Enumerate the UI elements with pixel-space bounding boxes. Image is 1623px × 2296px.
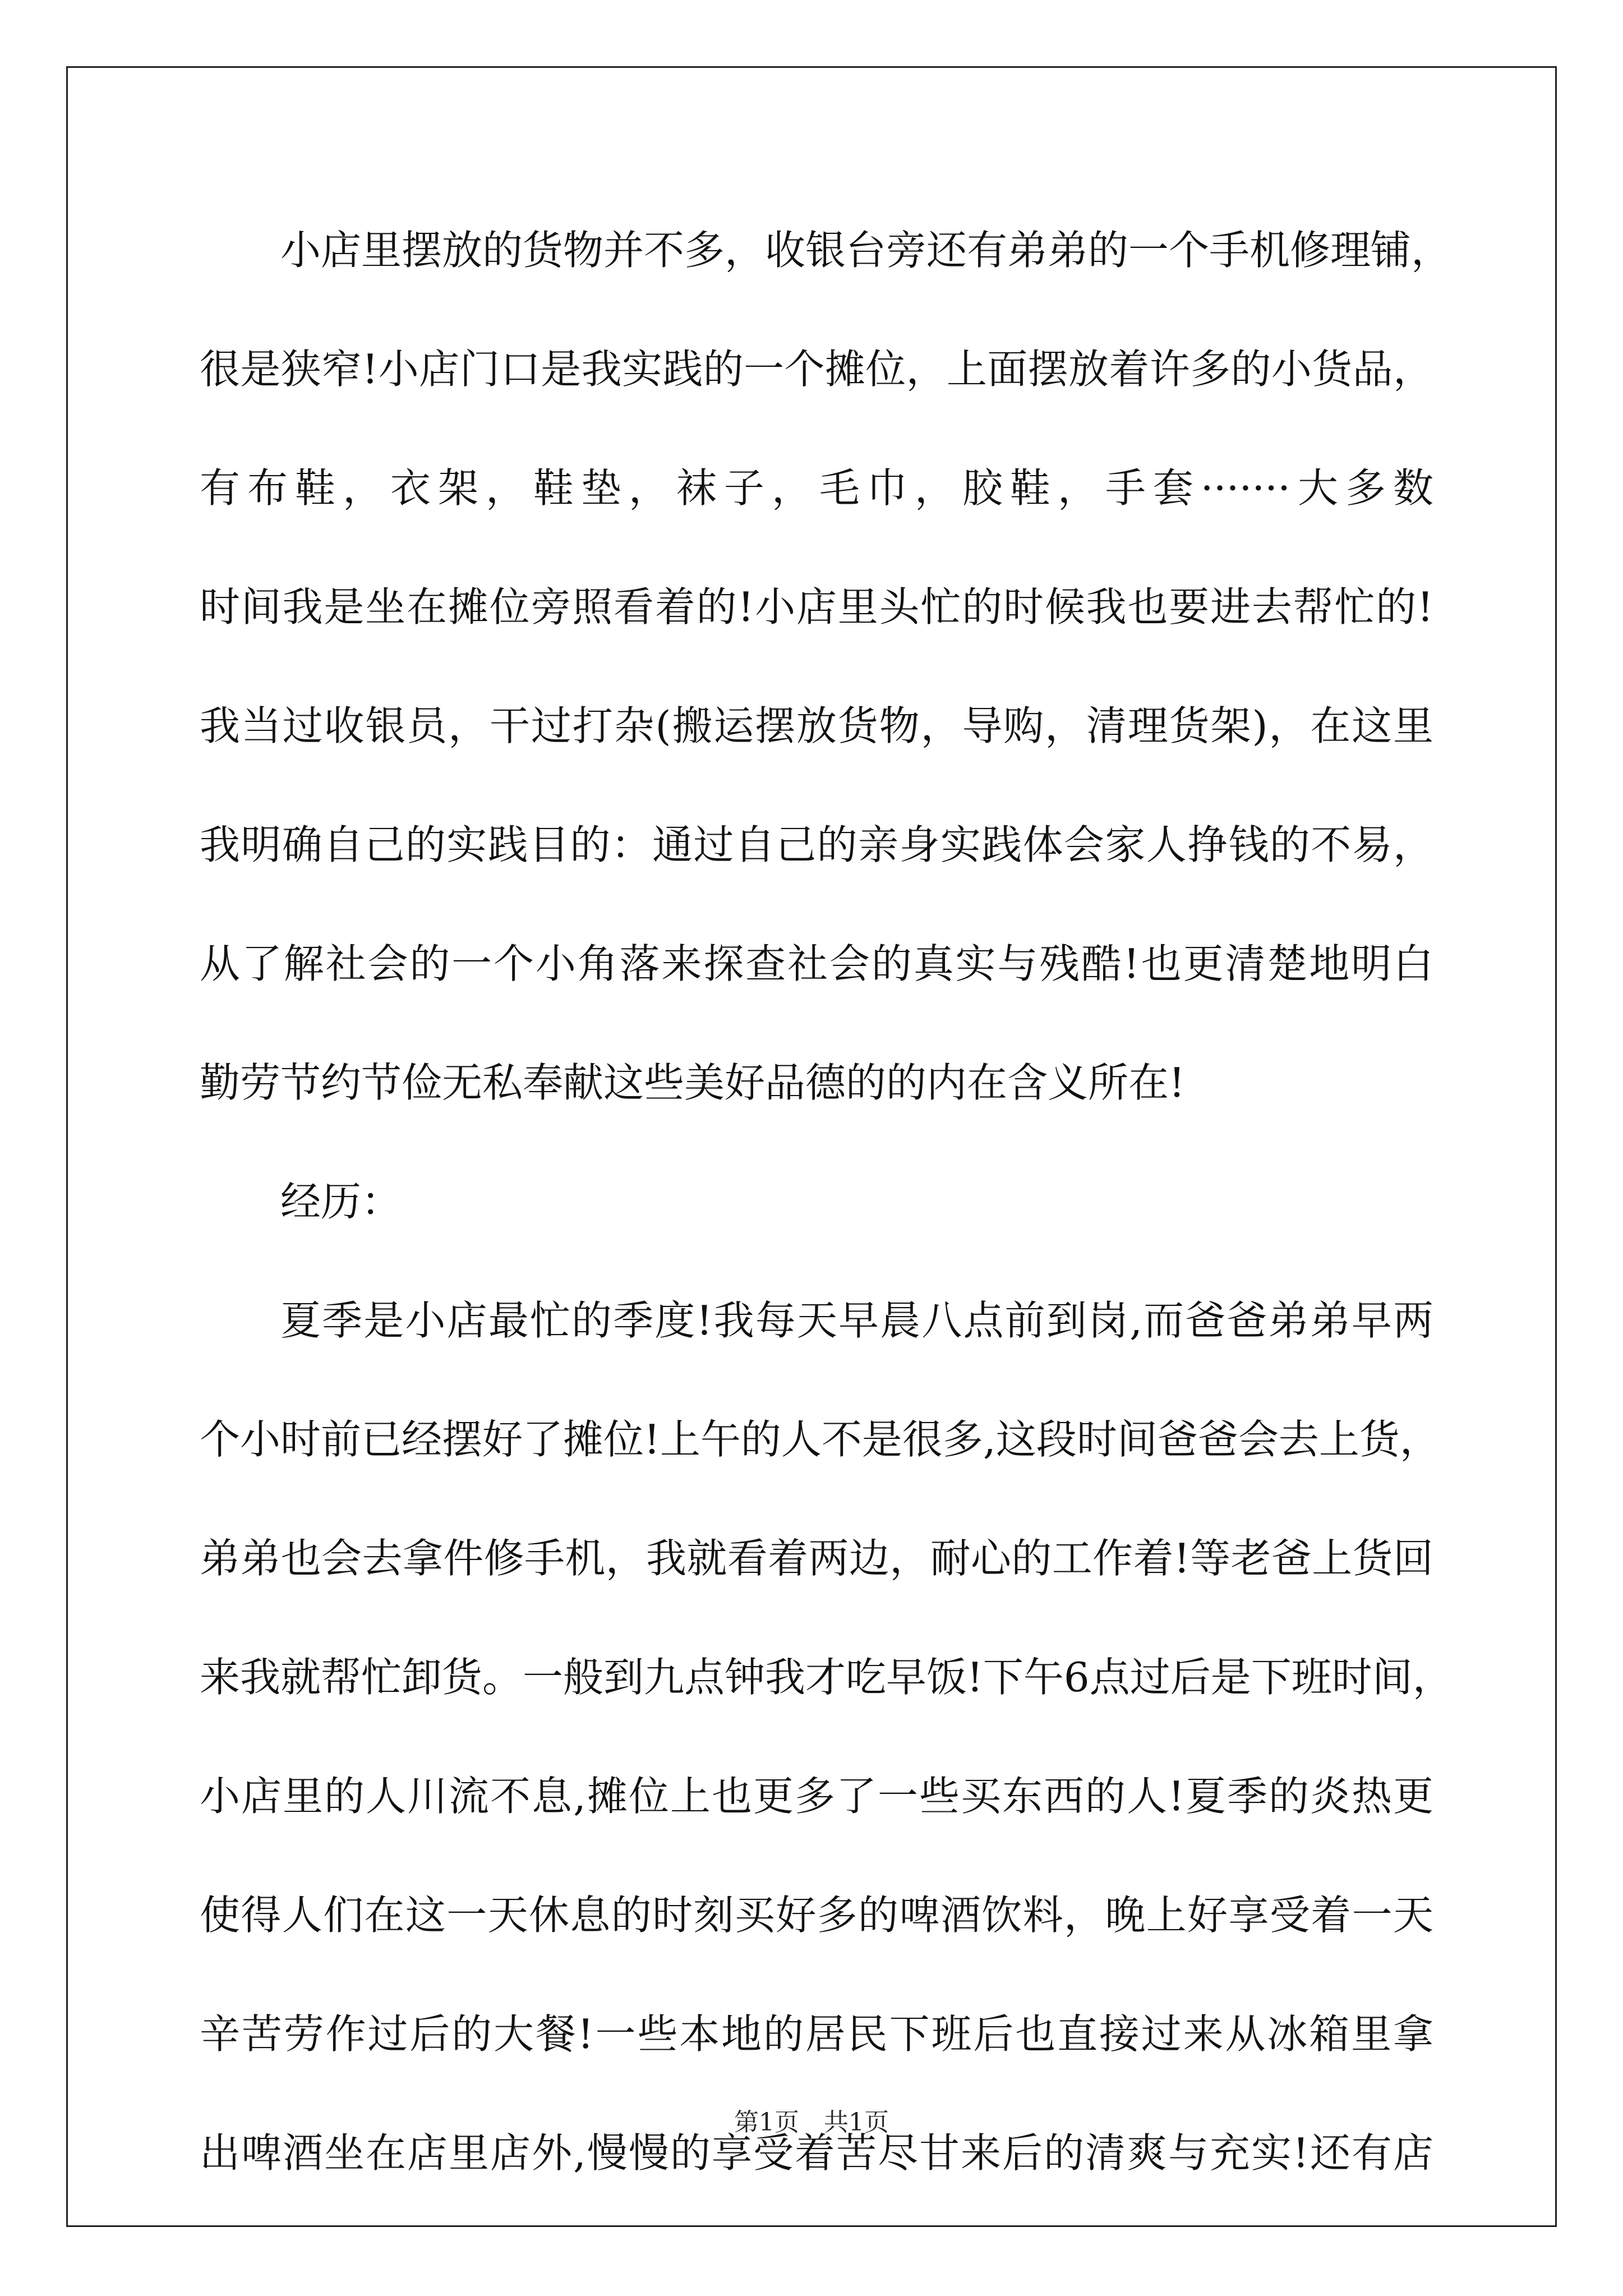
- section-heading: 经历：: [280, 1178, 402, 1225]
- text-line: 个小时前已经摆好了摊位!上午的人不是很多,这段时间爸爸会去上货，: [200, 1416, 1440, 1463]
- text-line: 小店里摆放的货物并不多，收银台旁还有弟弟的一个手机修理铺，: [280, 227, 1452, 274]
- text-line: 很是狭窄!小店门口是我实践的一个摊位，上面摆放着许多的小货品，: [200, 346, 1433, 393]
- text-line: 夏季是小店最忙的季度!我每天早晨八点前到岗,而爸爸弟弟早两: [280, 1297, 1433, 1344]
- text-line: 勤劳节约节俭无私奉献这些美好品德的的内在含义所在!: [200, 1059, 1185, 1106]
- text-line: 辛苦劳作过后的大餐!一些本地的居民下班后也直接过来从冰箱里拿: [200, 2010, 1433, 2058]
- page-number-footer: 第1页 共1页: [734, 2108, 889, 2137]
- text-line: 弟弟也会去拿件修手机，我就看着两边，耐心的工作着!等老爸上货回: [200, 1535, 1433, 1582]
- text-line: 小店里的人川流不息,摊位上也更多了一些买东西的人!夏季的炎热更: [200, 1773, 1433, 1820]
- text-line: 使得人们在这一天休息的时刻买好多的啤酒饮料，晚上好享受着一天: [200, 1892, 1433, 1939]
- text-line: 从了解社会的一个小角落来探查社会的真实与残酷!也更清楚地明白: [200, 940, 1433, 987]
- text-line: 来我就帮忙卸货。一般到九点钟我才吃早饭!下午6点过后是下班时间，: [200, 1654, 1453, 1701]
- text-line: 我当过收银员，干过打杂(搬运摆放货物，导购，清理货架)，在这里: [200, 702, 1433, 749]
- text-line: 出啤酒坐在店里店外,慢慢的享受着苦尽甘来后的清爽与充实!还有店: [200, 2129, 1433, 2177]
- text-line: 时间我是坐在摊位旁照看着的!小店里头忙的时候我也要进去帮忙的!: [200, 583, 1433, 631]
- text-line: 我明确自己的实践目的：通过自己的亲身实践体会家人挣钱的不易，: [200, 821, 1433, 868]
- text-line: 有布鞋，衣架，鞋垫，袜子，毛巾，胶鞋，手套·······大多数: [200, 464, 1433, 512]
